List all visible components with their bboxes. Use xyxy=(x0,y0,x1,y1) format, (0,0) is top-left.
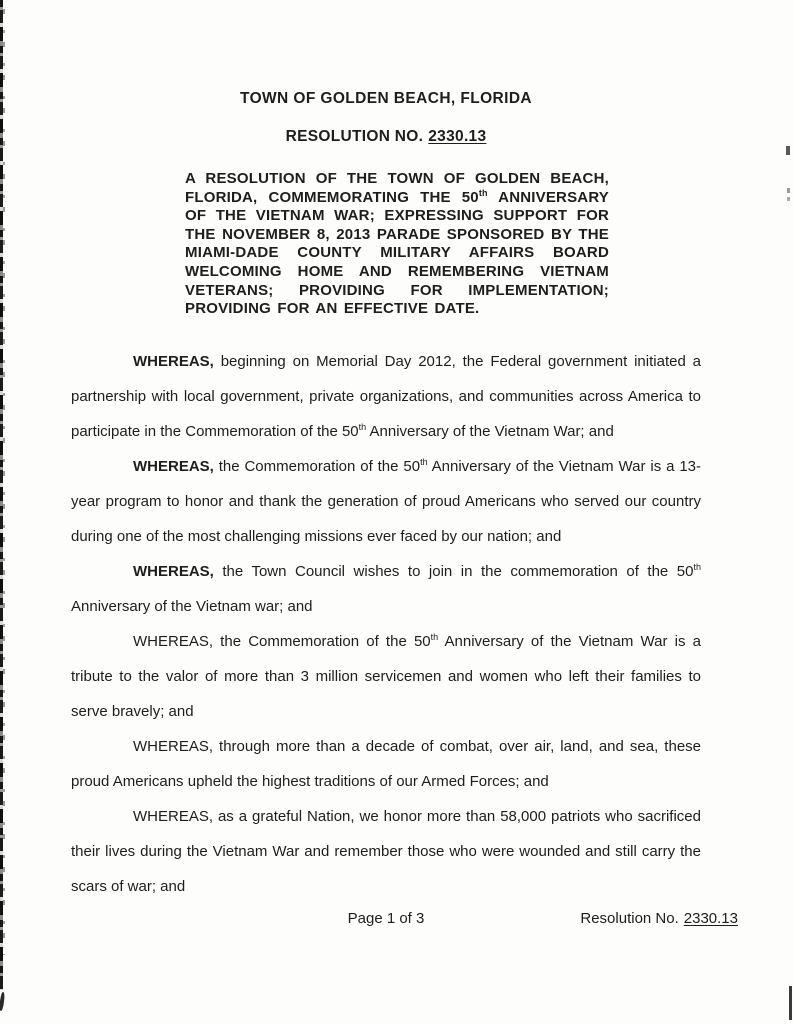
footer-resolution-number: 2330.13 xyxy=(683,909,738,927)
page-number: Page 1 of 3 xyxy=(347,909,425,927)
document-body xyxy=(71,0,738,932)
scan-artifact-right-edge xyxy=(787,197,790,201)
whereas-paragraph: WHEREAS, the Commemoration of the 50th Anniversary of the Vietnam War is a 13-year program to honor and thank the generation of proud Americans who served our country during one of the most challenging missions ever faced by our nation; and xyxy=(71,456,702,545)
scan-artifact-bottom-left xyxy=(0,992,5,1011)
page-footer xyxy=(71,909,738,932)
resolution-title-block: A RESOLUTION OF THE TOWN OF GOLDEN BEACH, FLORIDA, COMMEMORATING THE 50th ANNIVERSARY OF THE VIETNAM WAR; EXPRESSING SUPPORT FOR THE NOVEMBER 8, 2013 PARADE SPONSORED BY THE MIAMI-DADE COUNTY MILITARY AFFAIRS BOARD WELCOMING HOME AND REMEMBERING VIETNAM VETERANS; PROVIDING FOR IMPLEMENTATION; PROVIDING FOR AN EFFECTIVE DATE. xyxy=(185,170,610,318)
scan-artifact-right-edge xyxy=(786,146,790,155)
resolution-number: 2330.13 xyxy=(428,128,487,145)
footer-resolution-label: Resolution No. xyxy=(580,909,679,927)
whereas-paragraph: WHEREAS, as a grateful Nation, we honor more than 58,000 patriots who sacrificed their lives during the Vietnam War and remember those who were wounded and still carry the scars of war; and xyxy=(71,807,701,895)
whereas-paragraph: WHEREAS, the Commemoration of the 50th Anniversary of the Vietnam War is a tribute to the valor of more than 3 million servicemen and women who left their families to serve bravely; and xyxy=(71,631,701,720)
scan-artifact-left-edge-secondary xyxy=(3,0,5,955)
whereas-clauses xyxy=(71,344,701,904)
whereas-paragraph: WHEREAS, beginning on Memorial Day 2012, the Federal government initiated a partnership with local government, private organizations, and communities across America to participate in the Commemoration of the 50th Anniversary of the Vietnam War; and xyxy=(71,352,701,440)
whereas-paragraph: WHEREAS, the Town Council wishes to join in the commemoration of the 50th Anniversary of the Vietnam war; and xyxy=(71,561,701,615)
scan-artifact-right-edge xyxy=(789,986,792,1020)
whereas-paragraph: WHEREAS, through more than a decade of combat, over air, land, and sea, these proud Americans upheld the highest traditions of our Armed Forces; and xyxy=(71,737,701,790)
resolution-heading-label: RESOLUTION NO. xyxy=(285,128,424,145)
org-title: TOWN OF GOLDEN BEACH, FLORIDA xyxy=(239,90,533,107)
footer-resolution-ref xyxy=(580,910,738,927)
scan-artifact-right-edge xyxy=(787,188,790,193)
resolution-heading xyxy=(71,128,701,146)
